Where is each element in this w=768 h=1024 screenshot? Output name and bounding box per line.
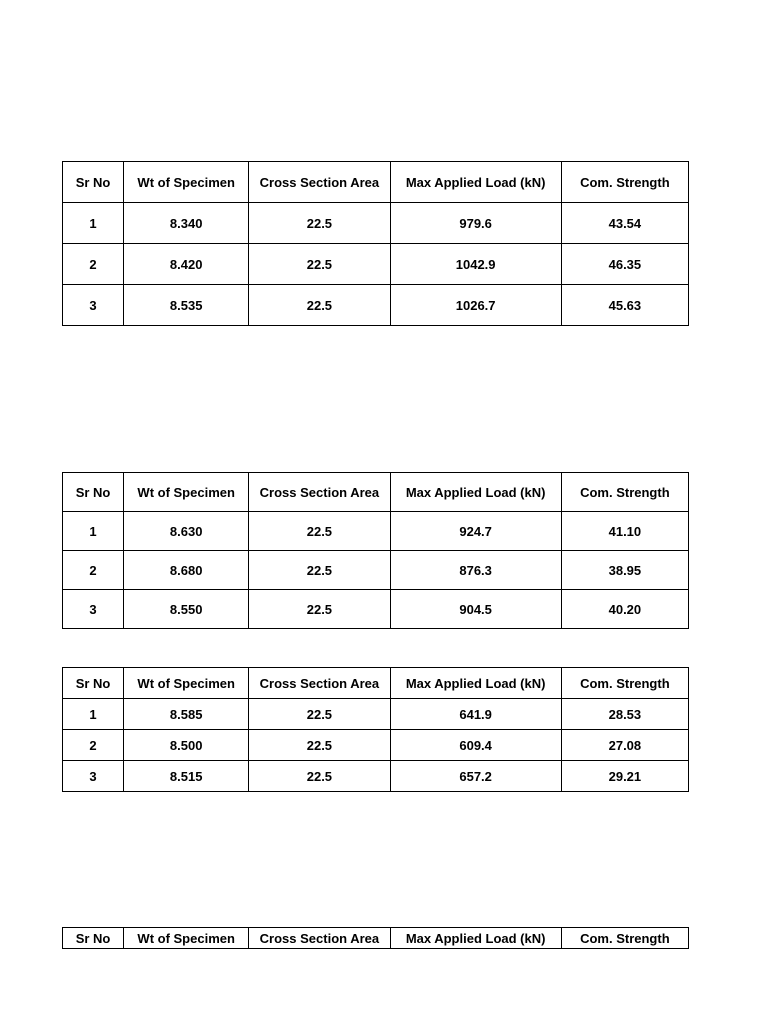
cell-com-strength: 45.63	[561, 285, 688, 326]
cell-cross-section-area: 22.5	[249, 730, 390, 761]
header-sr-no: Sr No	[63, 668, 124, 699]
header-max-applied-load: Max Applied Load (kN)	[390, 162, 561, 203]
header-wt-of-specimen: Wt of Specimen	[124, 668, 249, 699]
cell-cross-section-area: 22.5	[249, 761, 390, 792]
table-row	[63, 761, 689, 792]
cell-wt-of-specimen: 8.630	[124, 512, 249, 551]
cell-max-applied-load: 924.7	[390, 512, 561, 551]
cell-cross-section-area: 22.5	[249, 590, 390, 629]
header-max-applied-load: Max Applied Load (kN)	[390, 928, 561, 949]
cell-wt-of-specimen: 8.585	[124, 699, 249, 730]
table-header-row	[63, 162, 689, 203]
cell-sr-no: 1	[63, 512, 124, 551]
header-sr-no: Sr No	[63, 928, 124, 949]
cell-max-applied-load: 904.5	[390, 590, 561, 629]
header-wt-of-specimen: Wt of Specimen	[124, 473, 249, 512]
cell-sr-no: 2	[63, 244, 124, 285]
header-sr-no: Sr No	[63, 473, 124, 512]
cell-wt-of-specimen: 8.420	[124, 244, 249, 285]
cell-com-strength: 41.10	[561, 512, 688, 551]
header-wt-of-specimen: Wt of Specimen	[124, 162, 249, 203]
cell-com-strength: 27.08	[561, 730, 688, 761]
header-cross-section-area: Cross Section Area	[249, 473, 390, 512]
cell-cross-section-area: 22.5	[249, 699, 390, 730]
table-row	[63, 244, 689, 285]
cell-sr-no: 2	[63, 730, 124, 761]
header-sr-no: Sr No	[63, 162, 124, 203]
cell-wt-of-specimen: 8.550	[124, 590, 249, 629]
cell-max-applied-load: 657.2	[390, 761, 561, 792]
cell-wt-of-specimen: 8.680	[124, 551, 249, 590]
cell-sr-no: 3	[63, 590, 124, 629]
table-row	[63, 699, 689, 730]
test-results-table-4	[62, 927, 689, 949]
cell-wt-of-specimen: 8.515	[124, 761, 249, 792]
table-row	[63, 285, 689, 326]
cell-cross-section-area: 22.5	[249, 203, 390, 244]
cell-cross-section-area: 22.5	[249, 512, 390, 551]
header-com-strength: Com. Strength	[561, 928, 688, 949]
cell-max-applied-load: 1026.7	[390, 285, 561, 326]
header-com-strength: Com. Strength	[561, 162, 688, 203]
cell-cross-section-area: 22.5	[249, 244, 390, 285]
table-row	[63, 512, 689, 551]
cell-max-applied-load: 1042.9	[390, 244, 561, 285]
cell-com-strength: 43.54	[561, 203, 688, 244]
table-row	[63, 551, 689, 590]
test-results-table-3	[62, 667, 689, 792]
header-max-applied-load: Max Applied Load (kN)	[390, 668, 561, 699]
header-cross-section-area: Cross Section Area	[249, 928, 390, 949]
cell-com-strength: 40.20	[561, 590, 688, 629]
cell-max-applied-load: 641.9	[390, 699, 561, 730]
cell-sr-no: 3	[63, 285, 124, 326]
table-row	[63, 730, 689, 761]
table-header-row	[63, 473, 689, 512]
cell-sr-no: 2	[63, 551, 124, 590]
test-results-table-2	[62, 472, 689, 629]
cell-sr-no: 1	[63, 699, 124, 730]
header-com-strength: Com. Strength	[561, 473, 688, 512]
header-com-strength: Com. Strength	[561, 668, 688, 699]
cell-sr-no: 3	[63, 761, 124, 792]
table-header-row	[63, 668, 689, 699]
cell-cross-section-area: 22.5	[249, 551, 390, 590]
test-results-table-1	[62, 161, 689, 326]
cell-com-strength: 46.35	[561, 244, 688, 285]
cell-max-applied-load: 979.6	[390, 203, 561, 244]
header-cross-section-area: Cross Section Area	[249, 162, 390, 203]
cell-wt-of-specimen: 8.535	[124, 285, 249, 326]
cell-sr-no: 1	[63, 203, 124, 244]
header-cross-section-area: Cross Section Area	[249, 668, 390, 699]
cell-com-strength: 28.53	[561, 699, 688, 730]
cell-com-strength: 38.95	[561, 551, 688, 590]
table-row	[63, 590, 689, 629]
table-row	[63, 203, 689, 244]
cell-com-strength: 29.21	[561, 761, 688, 792]
cell-cross-section-area: 22.5	[249, 285, 390, 326]
cell-wt-of-specimen: 8.340	[124, 203, 249, 244]
cell-max-applied-load: 876.3	[390, 551, 561, 590]
header-max-applied-load: Max Applied Load (kN)	[390, 473, 561, 512]
table-header-row	[63, 928, 689, 949]
header-wt-of-specimen: Wt of Specimen	[124, 928, 249, 949]
cell-max-applied-load: 609.4	[390, 730, 561, 761]
cell-wt-of-specimen: 8.500	[124, 730, 249, 761]
